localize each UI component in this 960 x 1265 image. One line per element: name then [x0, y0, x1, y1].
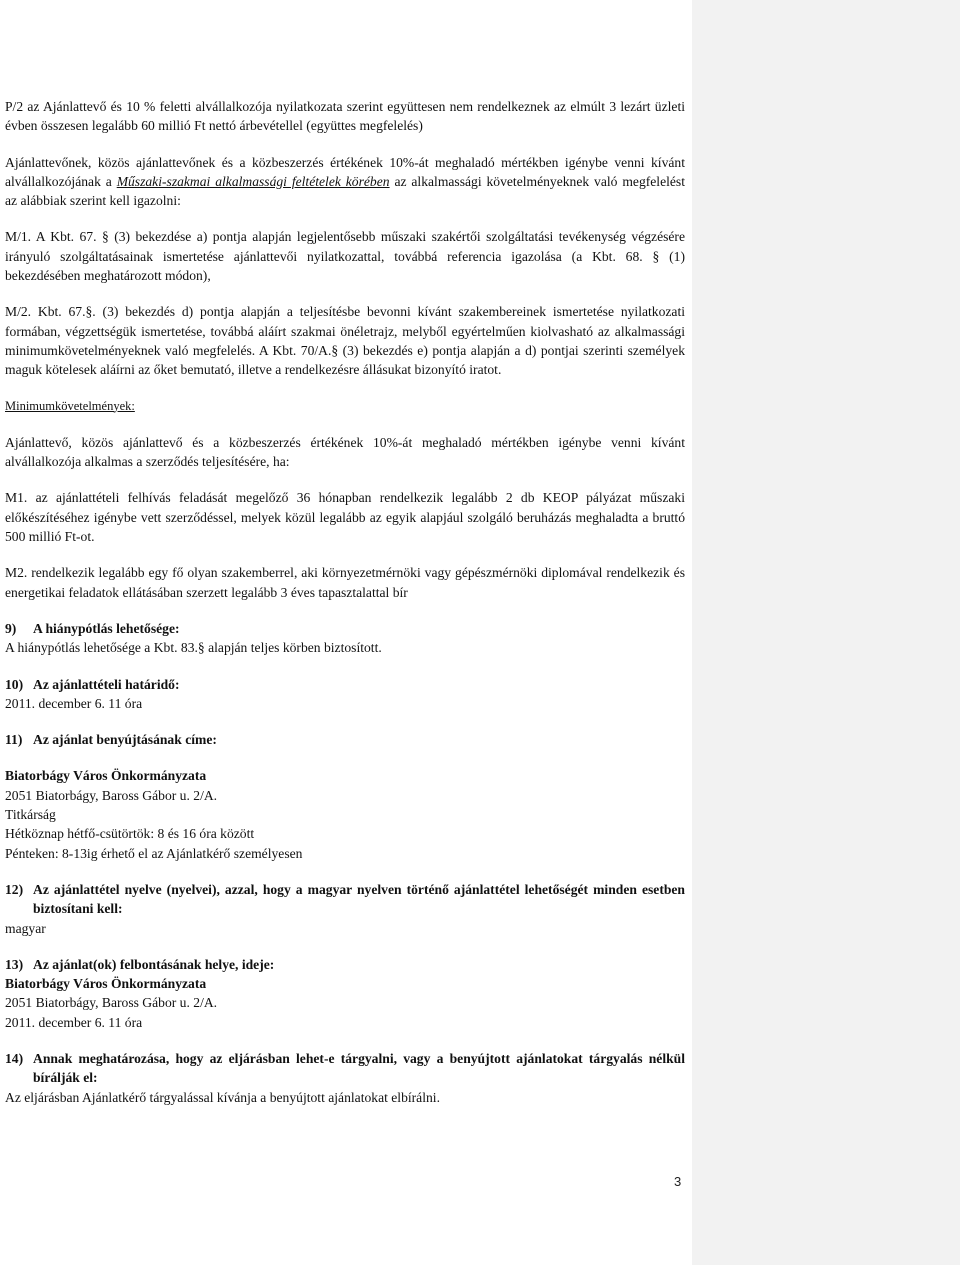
section-11-hours-friday: Pénteken: 8-13ig érhető el az Ajánlatkérő személyesen — [5, 845, 303, 861]
page-number: 3 — [674, 1174, 682, 1189]
m1-paragraph: M/1. A Kbt. 67. § (3) bekezdése a) pontja alapján legjelentősebb műszaki szakértői szolgáltatási tevékenység végzésére irányuló szolgáltatásainak ismertetése ajánlattevői nyilatkozattal, továbbá referencia igazolása (a Kbt. 68. § (1) bekezdésében meghatározott módon), — [5, 229, 685, 284]
section-11-office: Titkárság — [5, 807, 56, 823]
minimum-m1: M1. az ajánlattételi felhívás feladását megelőző 36 hónapban rendelkezik legalább 2 db KEOP pályázat műszaki előkészítéséhez igénybe vett szerződéssel, melyek közül legalább az egyik alapjául szolgáló beruházás meghaladta a bruttó 500 millió Ft-ot. — [5, 490, 685, 545]
minimum-requirements-heading: Minimumkövetelmények: — [5, 398, 135, 413]
section-13-time: 2011. december 6. 11 óra — [5, 1014, 143, 1030]
technical-requirements-link: Műszaki-szakmai alkalmassági feltételek körében — [116, 173, 390, 189]
section-14-heading: 14) Annak meghatározása, hogy az eljárásban lehet-e tárgyalni, vagy a benyújtott ajánlatokat tárgyalás nélkül bírálják el: — [5, 1050, 685, 1086]
section-11-hours-weekday: Hétköznap hétfő-csütörtök: 8 és 16 óra között — [5, 826, 255, 842]
m2-paragraph: M/2. Kbt. 67.§. (3) bekezdés d) pontja alapján a teljesítésbe bevonni kívánt szakembereinek ismertetése nyilatkozati formában, végzettségük ismertetése, továbbá aláírt szakmai önéletrajz, melyből egyértelműen kiolvasható az alkalmassági minimumkövetelményeknek való megfelelés. A Kbt. 70/A.§ (3) bekezdés e) pontja alapján a d) pontjai szerinti személyek maguk kötelesek aláírni az őket bemutató, illetve a rendelkezésre állásukat bizonyító iratot. — [5, 304, 685, 378]
section-13-heading: 13) Az ajánlat(ok) felbontásának helye, ideje: — [5, 956, 275, 972]
section-9-heading: 9) A hiánypótlás lehetősége: — [5, 620, 180, 636]
section-10-heading: 10) Az ajánlattételi határidő: — [5, 676, 180, 692]
minimum-m2: M2. rendelkezik legalább egy fő olyan szakemberrel, aki környezetmérnöki vagy gépészmérnöki diplomával rendelkezik és energetikai feladatok ellátásában szerzett legalább 3 éves tapasztalattal bír — [5, 565, 685, 600]
section-14-body: Az eljárásban Ajánlatkérő tárgyalással kívánja a benyújtott ajánlatokat elbírálni. — [5, 1089, 440, 1105]
section-11-heading: 11) Az ajánlat benyújtásának címe: — [5, 732, 217, 748]
section-12-body: magyar — [5, 920, 46, 936]
section-9-body: A hiánypótlás lehetősége a Kbt. 83.§ alapján teljes körben biztosított. — [5, 640, 382, 656]
suitability-intro — [5, 153, 685, 211]
p2-paragraph: P/2 az Ajánlattevő és 10 % feletti alvállalkozója nyilatkozata szerint együttesen nem rendelkeznek az elmúlt 3 lezárt üzleti évben összesen legalább 60 millió Ft nettó árbevétellel (együttes megfelelés) — [5, 99, 685, 134]
section-10-body: 2011. december 6. 11 óra — [5, 695, 143, 711]
section-13-org: Biatorbágy Város Önkormányzata — [5, 976, 207, 992]
intro-text-b: az alkalmassági követelményeknek való megfelelést az alábbiak szerint kell igazolni: — [5, 173, 685, 209]
document-body — [5, 97, 685, 1107]
intro-text-a: Ajánlattevőnek, közös ajánlattevőnek és a közbeszerzés értékének 10%-át meghaladó mértékben igénybe venni kívánt alvállalkozójának a — [5, 154, 685, 189]
comment-margin-panel — [692, 0, 960, 1265]
section-13-address: 2051 Biatorbágy, Baross Gábor u. 2/A. — [5, 995, 218, 1011]
section-11-org: Biatorbágy Város Önkormányzata — [5, 768, 207, 784]
section-12-heading: 12) Az ajánlattétel nyelve (nyelvei), azzal, hogy a magyar nyelven történő ajánlattétel lehetőségét minden esetben biztosítani kell: — [5, 881, 685, 917]
section-11-address: 2051 Biatorbágy, Baross Gábor u. 2/A. — [5, 787, 218, 803]
minimum-intro: Ajánlattevő, közös ajánlattevő és a közbeszerzés értékének 10%-át meghaladó mértékben igénybe venni kívánt alvállalkozója alkalmas a szerződés teljesítésére, ha: — [5, 434, 685, 470]
